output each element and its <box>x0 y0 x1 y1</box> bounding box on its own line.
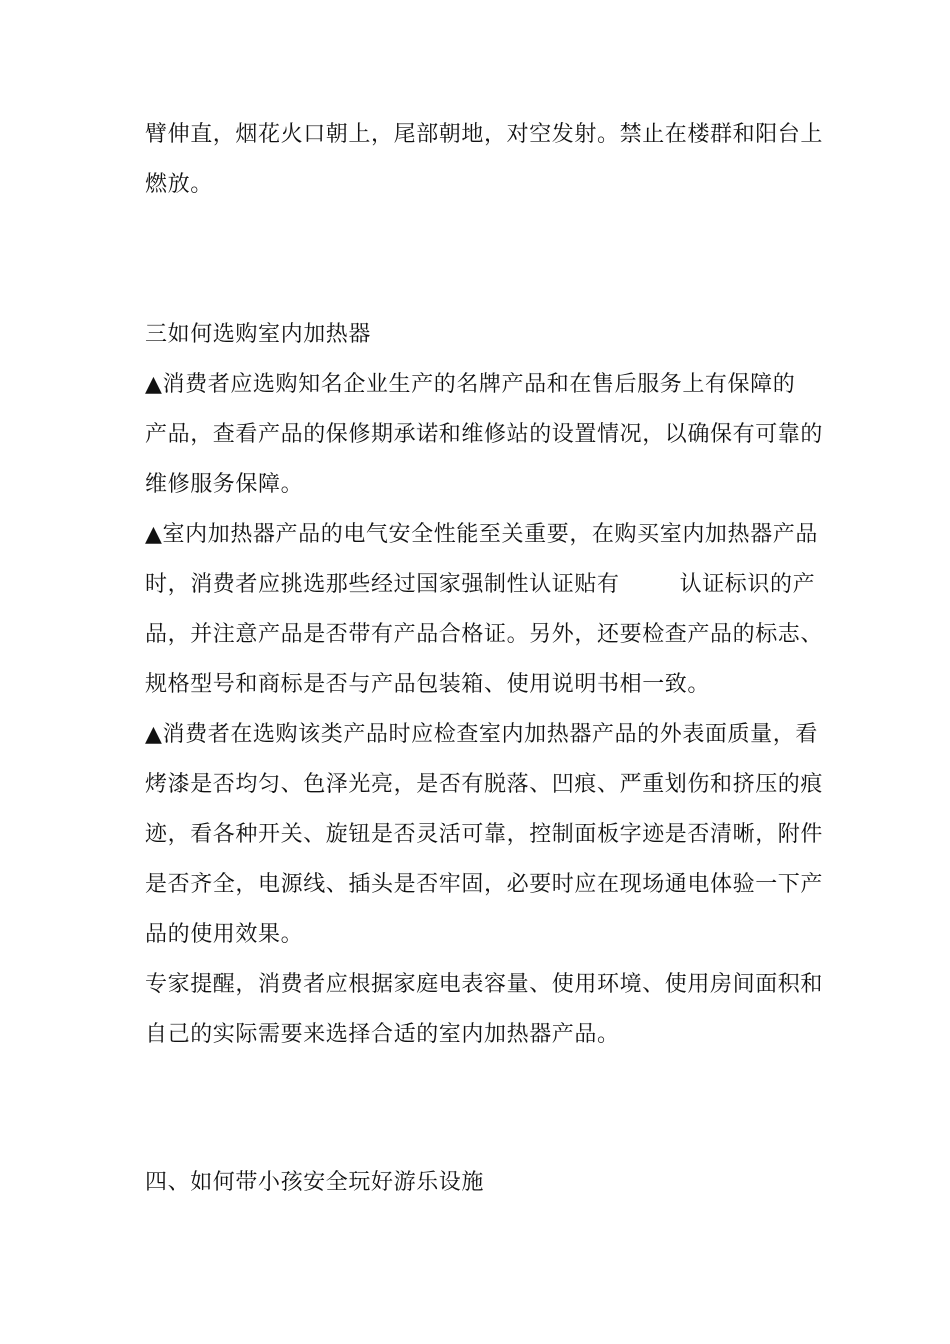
section-heading: 四、如何带小孩安全玩好游乐设施 <box>145 1170 485 1195</box>
paragraph-line: 品的使用效果。 <box>145 922 304 947</box>
body-text-line: 燃放。 <box>145 172 213 197</box>
body-text-line: 臂伸直，烟花火口朝上，尾部朝地，对空发射。禁止在楼群和阳台上 <box>145 122 824 147</box>
paragraph-line: 是否齐全，电源线、插头是否牢固，必要时应在现场通电体验一下产 <box>145 872 824 897</box>
paragraph-line: 自己的实际需要来选择合适的室内加热器产品。 <box>145 1022 620 1047</box>
paragraph-line: ▲消费者在选购该类产品时应检查室内加热器产品的外表面质量，看 <box>145 722 818 747</box>
paragraph-line: 规格型号和商标是否与产品包装箱、使用说明书相一致。 <box>145 672 711 697</box>
paragraph-line: ▲消费者应选购知名企业生产的名牌产品和在售后服务上有保障的 <box>145 372 796 397</box>
paragraph-line: ▲室内加热器产品的电气安全性能至关重要，在购买室内加热器产品 <box>145 522 818 547</box>
paragraph-line: 烤漆是否均匀、色泽光亮，是否有脱落、凹痕、严重划伤和挤压的痕 <box>145 772 824 797</box>
paragraph-line: 专家提醒，消费者应根据家庭电表容量、使用环境、使用房间面积和 <box>145 972 824 997</box>
paragraph-fragment: 时，消费者应挑选那些经过国家强制性认证贴有 <box>145 572 620 597</box>
paragraph-line: 维修服务保障。 <box>145 472 304 497</box>
paragraph-line: 迹，看各种开关、旋钮是否灵活可靠，控制面板字迹是否清晰，附件 <box>145 822 824 847</box>
paragraph-line <box>145 570 815 600</box>
paragraph-line: 品，并注意产品是否带有产品合格证。另外，还要检查产品的标志、 <box>145 622 824 647</box>
paragraph-line: 产品，查看产品的保修期承诺和维修站的设置情况，以确保有可靠的 <box>145 422 824 447</box>
section-heading: 三如何选购室内加热器 <box>145 322 372 347</box>
paragraph-fragment: 认证标识的产 <box>679 572 816 597</box>
